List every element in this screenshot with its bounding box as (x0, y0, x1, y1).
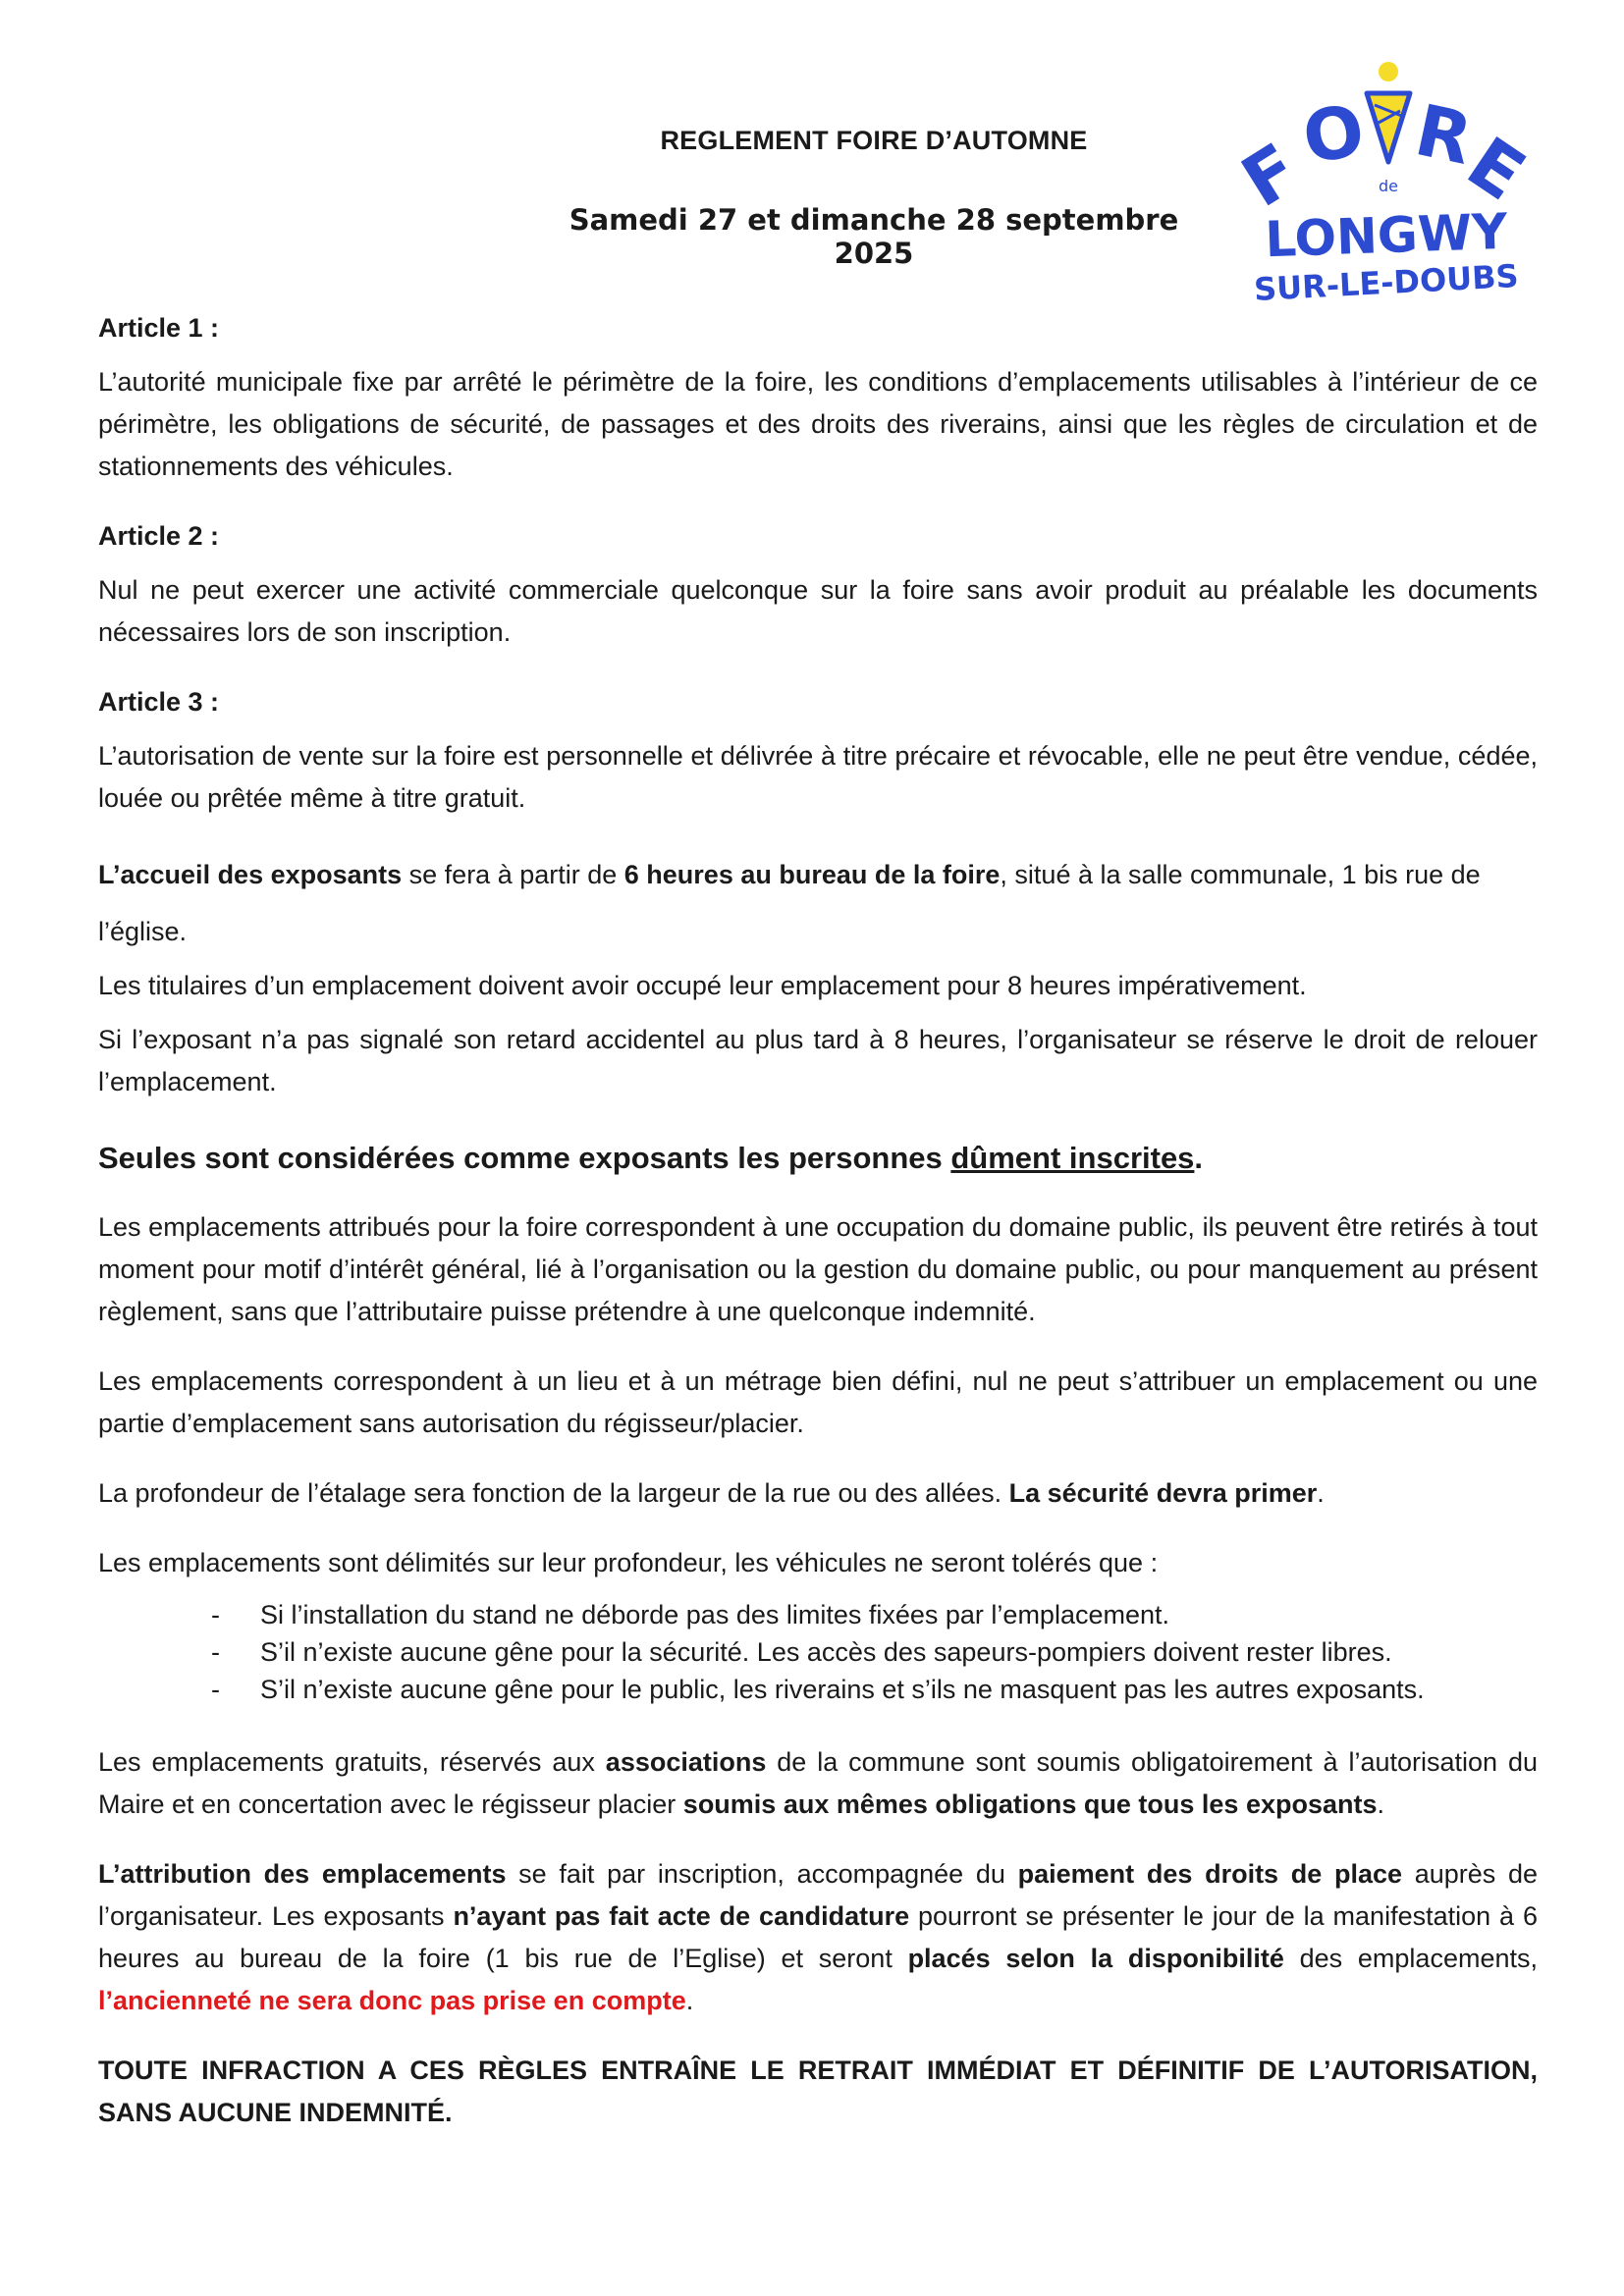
retard-paragraph: Si l’exposant n’a pas signalé son retard accidentel au plus tard à 8 heures, l’organisateur se réserve le droit de relouer l’emplacement. (98, 1025, 1538, 1096)
attribution-bold-2: paiement des droits de place (1017, 1859, 1403, 1889)
accueil-bold-1: L’accueil des exposants (98, 860, 403, 889)
article-3-heading: Article 3 : (98, 687, 220, 717)
attribution-text-3: pourront se présenter le jour de la manifestation à 6 heures au bureau de la foire (1 bis rue de l’Eglise) et seront (98, 1901, 1538, 1973)
gratuits-paragraph (98, 1741, 1538, 1826)
article-2-heading: Article 2 : (98, 521, 220, 551)
accueil-text-2: , situé à la salle communale, 1 bis rue de (1000, 860, 1481, 889)
profondeur-paragraph (98, 1472, 1538, 1515)
event-date: Samedi 27 et dimanche 28 septembre 2025 (568, 203, 1179, 270)
logo-dot-icon (1379, 62, 1398, 81)
attribution-paragraph (98, 1853, 1538, 2022)
attribution-text-5: . (685, 1986, 694, 2015)
anciennete-warning: l’ancienneté ne sera donc pas prise en compte (98, 1986, 686, 2015)
gratuits-bold-2: soumis aux mêmes obligations que tous les exposants (682, 1789, 1378, 1819)
gratuits-bold-1: associations (605, 1747, 767, 1777)
logo-letter-f: F (1227, 127, 1313, 224)
logo-letter-o: O (1296, 87, 1371, 181)
logo-line2: SUR-LE-DOUBS (1253, 256, 1520, 309)
seules-text-2: . (1194, 1141, 1204, 1175)
article-1-text: L’autorité municipale fixe par arrêté le périmètre de la foire, les conditions d’emplacements utilisables à l’intérieur de ce périmètre, les obligations de sécurité, de passages et des droits des riverains, ainsi que les règles de circulation et de stationnements des véhicules. (98, 367, 1538, 481)
attribution-bold-1: L’attribution des emplacements (98, 1859, 507, 1889)
article-2-text: Nul ne peut exercer une activité commerciale quelconque sur la foire sans avoir produit au préalable les documents nécessaires lors de son inscription. (98, 575, 1538, 647)
gratuits-text-3: . (1377, 1789, 1385, 1819)
profondeur-text-2: . (1317, 1478, 1325, 1508)
accueil-paragraph (98, 853, 1538, 897)
seules-paragraph (98, 1137, 1538, 1179)
logo-letter-r: R (1408, 88, 1480, 181)
logo-line1: LONGWY (1264, 202, 1509, 269)
foire-logo (1227, 54, 1551, 309)
article-3-text: L’autorisation de vente sur la foire est personnelle et délivrée à titre précaire et révocable, elle ne peut être vendue, cédée, louée ou prêtée même à titre gratuit. (98, 741, 1538, 813)
logo-letter-e: E (1452, 121, 1540, 217)
accueil-bold-2: 6 heures au bureau de la foire (623, 860, 1001, 889)
list-item: - S’il n’existe aucune gêne pour la sécurité. Les accès des sapeurs-pompiers doivent rester libres. (211, 1633, 1538, 1671)
attribution-bold-4: placés selon la disponibilité (907, 1944, 1284, 1973)
logo-cone-icon (1367, 93, 1410, 162)
attribution-text-4: des emplacements, (1283, 1944, 1538, 1973)
seules-underline: dûment inscrites (950, 1141, 1195, 1175)
list-item: - Si l’installation du stand ne déborde pas des limites fixées par l’emplacement. (211, 1596, 1538, 1633)
attribution-text-2: auprès de l’organisateur. Les exposants (98, 1859, 1539, 1931)
list-item: - S’il n’existe aucune gêne pour le public, les riverains et s’ils ne masquent pas les autres exposants. (211, 1671, 1538, 1708)
attribution-bold-3: n’ayant pas fait acte de candidature (453, 1901, 910, 1931)
profondeur-bold: La sécurité devra primer (1008, 1478, 1318, 1508)
final-warning: TOUTE INFRACTION A CES RÈGLES ENTRAÎNE LE RETRAIT IMMÉDIAT ET DÉFINITIF DE L’AUTORISATION, SANS AUCUNE INDEMNITÉ. (98, 2056, 1538, 2127)
attribution-text-1: se fait par inscription, accompagnée du (506, 1859, 1018, 1889)
gratuits-text-1: Les emplacements gratuits, réservés aux (98, 1747, 606, 1777)
gratuits-text-2: de la commune sont soumis obligatoirement à l’autorisation du Maire et en concertation avec le régisseur placier (98, 1747, 1538, 1819)
titulaires-paragraph: Les titulaires d’un emplacement doivent avoir occupé leur emplacement pour 8 heures impérativement. (98, 971, 1307, 1000)
vehicules-intro: Les emplacements sont délimités sur leur profondeur, les véhicules ne seront tolérés que : (98, 1548, 1159, 1577)
accueil-text-1: se fera à partir de (402, 860, 624, 889)
metrage-paragraph: Les emplacements correspondent à un lieu et à un métrage bien défini, nul ne peut s’attribuer un emplacement ou une partie d’emplacement sans autorisation du régisseur/placier. (98, 1366, 1538, 1438)
domaine-public-paragraph: Les emplacements attribués pour la foire correspondent à une occupation du domaine public, ils peuvent être retirés à tout moment pour motif d’intérêt général, lié à l’organisation ou la gestion du domaine public, ou pour manquement au présent règlement, sans que l’attributaire puisse prétendre à une quelconque indemnité. (98, 1212, 1538, 1326)
accueil-text-3: l’église. (98, 917, 188, 946)
article-1-heading: Article 1 : (98, 313, 220, 343)
seules-text-1: Seules sont considérées comme exposants les personnes (98, 1141, 951, 1175)
logo-small-de: de (1379, 177, 1398, 195)
vehicules-list (98, 1596, 1538, 1708)
document-body (98, 307, 1538, 2134)
document-title: REGLEMENT FOIRE D’AUTOMNE (660, 126, 1088, 155)
profondeur-text-1: La profondeur de l’étalage sera fonction de la largeur de la rue ou des allées. (98, 1478, 1009, 1508)
